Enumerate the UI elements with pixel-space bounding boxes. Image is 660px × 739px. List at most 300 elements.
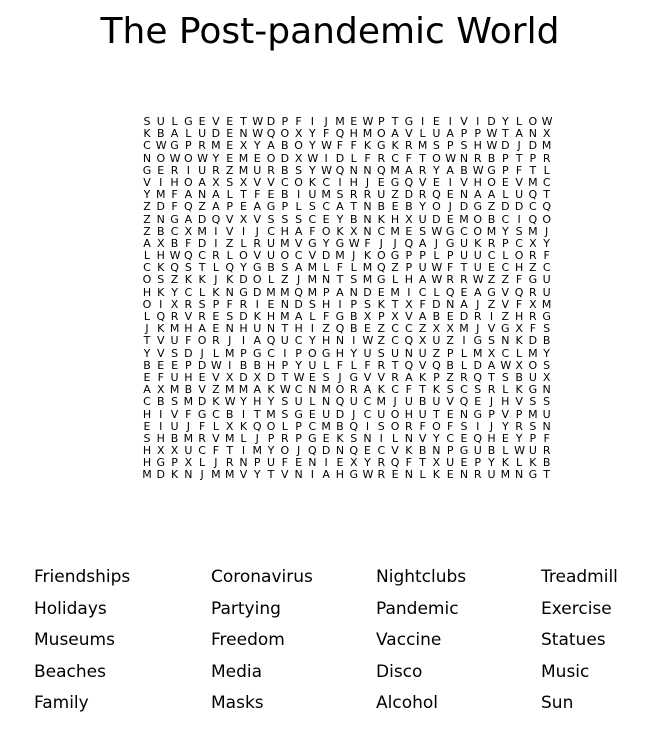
grid-letter: U [528, 444, 537, 458]
grid-letter: E [212, 310, 220, 323]
grid-letter: G [308, 431, 317, 445]
grid-letter: J [448, 200, 452, 214]
grid-letter: P [322, 285, 330, 299]
grid-letter: V [212, 370, 220, 384]
grid-letter: O [280, 127, 290, 141]
grid-letter: F [350, 139, 357, 153]
grid-letter: O [487, 175, 496, 189]
grid-letter: I [310, 468, 314, 482]
grid-letter: A [143, 236, 151, 250]
grid-letter: A [336, 200, 344, 214]
grid-letter: K [336, 224, 344, 238]
grid-letter: L [391, 273, 399, 287]
grid-letter: J [186, 419, 190, 433]
grid-letter: P [295, 419, 302, 433]
grid-letter: I [241, 407, 246, 421]
grid-letter: I [365, 419, 370, 433]
grid-letter: O [432, 419, 441, 433]
grid-letter: E [267, 188, 275, 202]
grid-letter: Q [308, 444, 317, 458]
grid-letter: S [446, 383, 454, 397]
grid-letter: Y [488, 456, 495, 470]
grid-letter: Q [528, 188, 538, 202]
grid-letter: E [474, 395, 482, 409]
grid-letter: T [391, 297, 399, 311]
grid-letter: N [432, 444, 441, 458]
grid-letter: K [432, 383, 441, 397]
grid-letter: Y [309, 127, 316, 141]
grid-letter: B [157, 395, 165, 409]
grid-letter: E [501, 175, 509, 189]
grid-letter: L [143, 249, 151, 263]
grid-letter: F [185, 236, 192, 250]
grid-letter: F [364, 151, 371, 165]
grid-letter: J [255, 431, 259, 445]
grid-letter: O [156, 151, 166, 165]
grid-letter: W [321, 163, 333, 177]
grid-letter: I [324, 151, 328, 165]
grid-letter: F [515, 163, 523, 177]
grid-letter: K [212, 395, 220, 409]
grid-letter: B [405, 200, 413, 214]
grid-letter: B [225, 407, 234, 421]
grid-letter: I [241, 334, 246, 348]
grid-letter: S [432, 139, 440, 153]
grid-letter: C [363, 407, 372, 421]
grid-letter: O [528, 358, 538, 372]
grid-letter: G [473, 200, 483, 214]
grid-letter: H [184, 322, 193, 336]
grid-letter: I [310, 115, 314, 128]
grid-letter: Q [335, 163, 345, 177]
grid-letter: W [486, 127, 498, 141]
grid-letter: T [433, 407, 440, 421]
grid-letter: W [155, 139, 167, 153]
grid-letter: M [142, 468, 152, 482]
grid-letter: K [184, 273, 192, 287]
grid-letter: C [143, 261, 151, 275]
grid-letter: H [390, 212, 400, 226]
grid-letter: I [228, 358, 232, 372]
grid-letter: S [184, 261, 192, 275]
grid-letter: N [349, 163, 358, 177]
grid-letter: C [294, 249, 303, 263]
grid-letter: R [377, 468, 386, 482]
grid-letter: E [405, 224, 413, 238]
grid-letter: E [460, 456, 468, 470]
grid-letter: G [170, 212, 179, 226]
grid-letter: I [214, 236, 218, 250]
grid-letter: L [212, 261, 219, 275]
grid-letter: P [474, 456, 482, 470]
grid-letter: G [542, 310, 551, 323]
grid-letter: N [459, 151, 469, 165]
grid-letter: K [253, 310, 261, 323]
grid-letter: X [157, 383, 165, 397]
grid-letter: Q [184, 200, 193, 214]
grid-letter: C [391, 322, 399, 336]
grid-letter: X [515, 358, 523, 372]
grid-letter: S [226, 310, 234, 323]
grid-letter: N [459, 188, 469, 202]
grid-letter: P [529, 151, 537, 165]
grid-letter: R [460, 273, 468, 287]
grid-letter: R [170, 163, 179, 177]
grid-letter: U [349, 395, 358, 409]
grid-letter: D [239, 310, 248, 323]
grid-letter: Y [543, 346, 551, 360]
grid-letter: U [473, 261, 482, 275]
grid-letter: W [541, 115, 553, 128]
grid-letter: S [529, 419, 537, 433]
grid-letter: B [418, 444, 427, 458]
grid-letter: O [390, 407, 400, 421]
grid-letter: T [543, 188, 551, 202]
grid-letter: C [308, 212, 317, 226]
grid-letter: D [294, 297, 303, 311]
grid-letter: E [391, 468, 399, 482]
grid-letter: X [212, 175, 220, 189]
word-list-item: Pandemic [376, 598, 459, 619]
grid-letter: W [472, 273, 484, 287]
grid-letter: T [515, 151, 523, 165]
grid-letter: P [446, 444, 454, 458]
grid-letter: E [157, 358, 165, 372]
grid-letter: K [267, 383, 275, 397]
grid-letter: S [157, 273, 165, 287]
grid-letter: P [281, 115, 289, 128]
grid-letter: A [253, 334, 262, 348]
grid-letter: J [200, 468, 204, 482]
grid-letter: M [197, 224, 207, 238]
grid-letter: R [529, 310, 537, 323]
grid-letter: U [418, 407, 427, 421]
word-list-item: Alcohol [376, 693, 438, 714]
grid-letter: Y [433, 163, 440, 177]
grid-letter: R [267, 163, 275, 177]
grid-letter: E [239, 200, 247, 214]
grid-letter: Q [266, 127, 276, 141]
grid-letter: U [542, 407, 551, 421]
grid-letter: D [487, 115, 496, 128]
grid-letter: R [542, 444, 551, 458]
grid-letter: Z [487, 200, 496, 214]
grid-letter: B [487, 151, 496, 165]
grid-letter: Y [253, 139, 261, 153]
grid-letter: I [159, 297, 163, 311]
grid-letter: R [487, 236, 496, 250]
grid-letter: H [404, 273, 413, 287]
grid-letter: M [156, 188, 166, 202]
grid-letter: L [350, 261, 357, 275]
grid-letter: M [417, 139, 428, 153]
grid-letter: X [363, 310, 372, 323]
grid-letter: R [391, 370, 399, 384]
grid-letter: V [405, 310, 413, 323]
grid-letter: P [281, 200, 289, 214]
grid-letter: Y [543, 236, 551, 250]
grid-letter: K [377, 383, 385, 397]
grid-letter: P [377, 115, 385, 128]
grid-letter: V [515, 395, 523, 409]
grid-row [142, 287, 552, 299]
grid-letter: A [391, 127, 399, 141]
grid-letter: T [240, 115, 247, 128]
grid-letter: O [321, 224, 331, 238]
grid-letter: H [473, 139, 482, 153]
grid-letter: B [281, 139, 289, 153]
grid-letter: P [501, 236, 509, 250]
grid-letter: R [529, 249, 537, 263]
grid-letter: O [142, 297, 152, 311]
grid-letter: U [542, 273, 551, 287]
grid-letter: Z [377, 334, 386, 348]
grid-letter: H [142, 456, 152, 470]
grid-letter: X [157, 236, 165, 250]
grid-letter: M [335, 249, 345, 263]
grid-letter: T [501, 127, 509, 141]
grid-letter: Y [322, 236, 330, 250]
grid-letter: C [198, 249, 206, 263]
grid-letter: B [143, 358, 151, 372]
grid-letter: S [364, 297, 371, 311]
grid-letter: O [432, 151, 441, 165]
grid-letter: Z [198, 200, 206, 214]
grid-letter: P [515, 407, 523, 421]
grid-letter: W [224, 395, 236, 409]
grid-letter: K [363, 249, 372, 263]
grid-letter: J [476, 322, 480, 336]
grid-letter: B [253, 358, 262, 372]
grid-letter: H [170, 175, 179, 189]
grid-letter: L [502, 383, 509, 397]
grid-letter: S [281, 395, 289, 409]
grid-letter: S [281, 261, 289, 275]
grid-letter: W [321, 139, 333, 153]
grid-letter: M [183, 431, 194, 445]
grid-letter: V [212, 431, 220, 445]
grid-letter: K [432, 468, 441, 482]
grid-letter: Y [240, 395, 247, 409]
grid-letter: A [294, 261, 303, 275]
grid-letter: O [239, 249, 248, 263]
grid-letter: H [184, 370, 193, 384]
grid-letter: B [349, 310, 358, 323]
grid-letter: M [541, 297, 552, 311]
word-list-item: Treadmill [541, 567, 618, 587]
grid-letter: Q [432, 188, 441, 202]
grid-letter: P [185, 139, 192, 153]
grid-letter: Z [391, 261, 399, 275]
grid-letter: N [335, 444, 345, 458]
grid-letter: D [501, 139, 510, 153]
grid-letter: O [266, 419, 276, 433]
grid-letter: B [542, 334, 551, 348]
grid-letter: I [159, 175, 163, 189]
grid-letter: K [336, 431, 344, 445]
grid-letter: S [543, 358, 551, 372]
grid-letter: T [226, 444, 234, 458]
grid-letter: R [515, 419, 523, 433]
grid-letter: E [322, 431, 330, 445]
grid-letter: M [321, 188, 331, 202]
grid-letter: J [489, 395, 494, 409]
grid-letter: X [239, 139, 248, 153]
grid-letter: A [418, 273, 427, 287]
grid-letter: N [363, 224, 372, 238]
grid-letter: M [321, 419, 331, 433]
grid-letter: F [254, 188, 261, 202]
grid-letter: N [528, 127, 537, 141]
grid-letter: K [239, 419, 248, 433]
grid-letter: T [336, 273, 344, 287]
grid-letter: Y [501, 419, 509, 433]
grid-letter: I [159, 407, 163, 421]
grid-letter: T [488, 370, 495, 384]
grid-letter: N [363, 163, 372, 177]
grid-letter: E [198, 115, 206, 128]
word-list-item: Partying [211, 598, 281, 619]
grid-letter: Q [528, 212, 538, 226]
grid-letter: S [543, 395, 551, 409]
letter-grid [142, 116, 552, 482]
grid-letter: C [377, 224, 386, 238]
grid-letter: M [280, 285, 290, 299]
grid-letter: S [308, 297, 316, 311]
grid-letter: R [198, 310, 206, 323]
grid-row [142, 469, 552, 481]
grid-letter: U [515, 188, 524, 202]
grid-letter: B [446, 358, 454, 372]
grid-letter: L [212, 346, 219, 360]
grid-letter: N [459, 468, 469, 482]
grid-letter: O [473, 212, 483, 226]
grid-letter: L [350, 358, 357, 372]
grid-letter: X [529, 236, 537, 250]
grid-letter: Z [143, 224, 151, 238]
grid-letter: M [390, 224, 400, 238]
grid-letter: J [517, 139, 521, 153]
grid-letter: S [226, 175, 234, 189]
grid-letter: G [445, 236, 455, 250]
grid-letter: D [253, 285, 262, 299]
grid-letter: Z [446, 370, 454, 384]
grid-letter: L [199, 456, 206, 470]
grid-letter: V [267, 175, 275, 189]
grid-letter: X [294, 151, 303, 165]
grid-letter: L [460, 358, 468, 372]
grid-letter: L [295, 200, 302, 214]
grid-letter: R [212, 334, 220, 348]
grid-letter: U [528, 370, 537, 384]
grid-letter: F [447, 419, 454, 433]
grid-letter: P [253, 456, 261, 470]
grid-letter: D [335, 151, 345, 165]
grid-letter: W [252, 127, 264, 141]
grid-letter: I [476, 419, 480, 433]
grid-letter: L [281, 419, 288, 433]
grid-letter: C [405, 322, 413, 336]
grid-letter: X [432, 322, 441, 336]
grid-letter: B [542, 456, 551, 470]
grid-letter: M [280, 236, 290, 250]
grid-letter: N [335, 334, 345, 348]
grid-letter: R [225, 456, 234, 470]
grid-letter: W [252, 115, 264, 128]
grid-letter: I [214, 224, 218, 238]
grid-letter: S [460, 139, 468, 153]
grid-letter: H [349, 175, 358, 189]
grid-letter: C [529, 200, 537, 214]
grid-letter: S [543, 322, 551, 336]
grid-letter: H [294, 322, 303, 336]
grid-letter: L [143, 310, 151, 323]
grid-letter: Q [404, 334, 414, 348]
grid-letter: K [501, 456, 509, 470]
grid-letter: J [228, 334, 232, 348]
grid-letter: H [266, 310, 276, 323]
grid-letter: H [239, 322, 248, 336]
grid-letter: V [212, 115, 220, 128]
grid-letter: G [239, 285, 248, 299]
grid-letter: Q [266, 334, 276, 348]
grid-letter: M [224, 346, 235, 360]
grid-letter: O [528, 115, 538, 128]
grid-row [142, 140, 552, 152]
grid-letter: E [143, 419, 151, 433]
word-list-item: Freedom [211, 630, 285, 651]
grid-letter: X [239, 175, 248, 189]
grid-letter: V [157, 346, 165, 360]
grid-letter: Z [170, 273, 179, 287]
grid-letter: W [362, 115, 374, 128]
grid-letter: V [501, 297, 510, 311]
grid-letter: U [473, 249, 482, 263]
grid-letter: H [280, 224, 289, 238]
grid-letter: L [516, 456, 523, 470]
grid-letter: Q [514, 285, 524, 299]
grid-letter: M [169, 322, 180, 336]
grid-letter: N [501, 334, 510, 348]
grid-letter: C [391, 151, 399, 165]
grid-letter: H [322, 297, 331, 311]
grid-letter: G [266, 200, 276, 214]
grid-letter: I [241, 224, 246, 238]
grid-letter: G [459, 444, 469, 458]
grid-letter: V [515, 175, 523, 189]
grid-letter: H [142, 407, 152, 421]
grid-letter: W [348, 236, 360, 250]
grid-letter: X [349, 456, 358, 470]
grid-letter: K [226, 273, 234, 287]
grid-letter: X [184, 224, 193, 238]
grid-letter: D [363, 285, 372, 299]
grid-letter: L [199, 285, 206, 299]
grid-letter: C [501, 346, 510, 360]
grid-letter: W [362, 334, 374, 348]
grid-letter: S [281, 212, 289, 226]
grid-letter: A [143, 383, 151, 397]
grid-letter: V [418, 431, 427, 445]
grid-letter: T [391, 115, 399, 128]
grid-letter: N [363, 431, 372, 445]
grid-letter: V [405, 127, 413, 141]
grid-letter: F [281, 456, 288, 470]
grid-letter: U [253, 322, 262, 336]
grid-letter: N [198, 188, 207, 202]
grid-letter: S [501, 370, 509, 384]
grid-letter: R [349, 188, 358, 202]
